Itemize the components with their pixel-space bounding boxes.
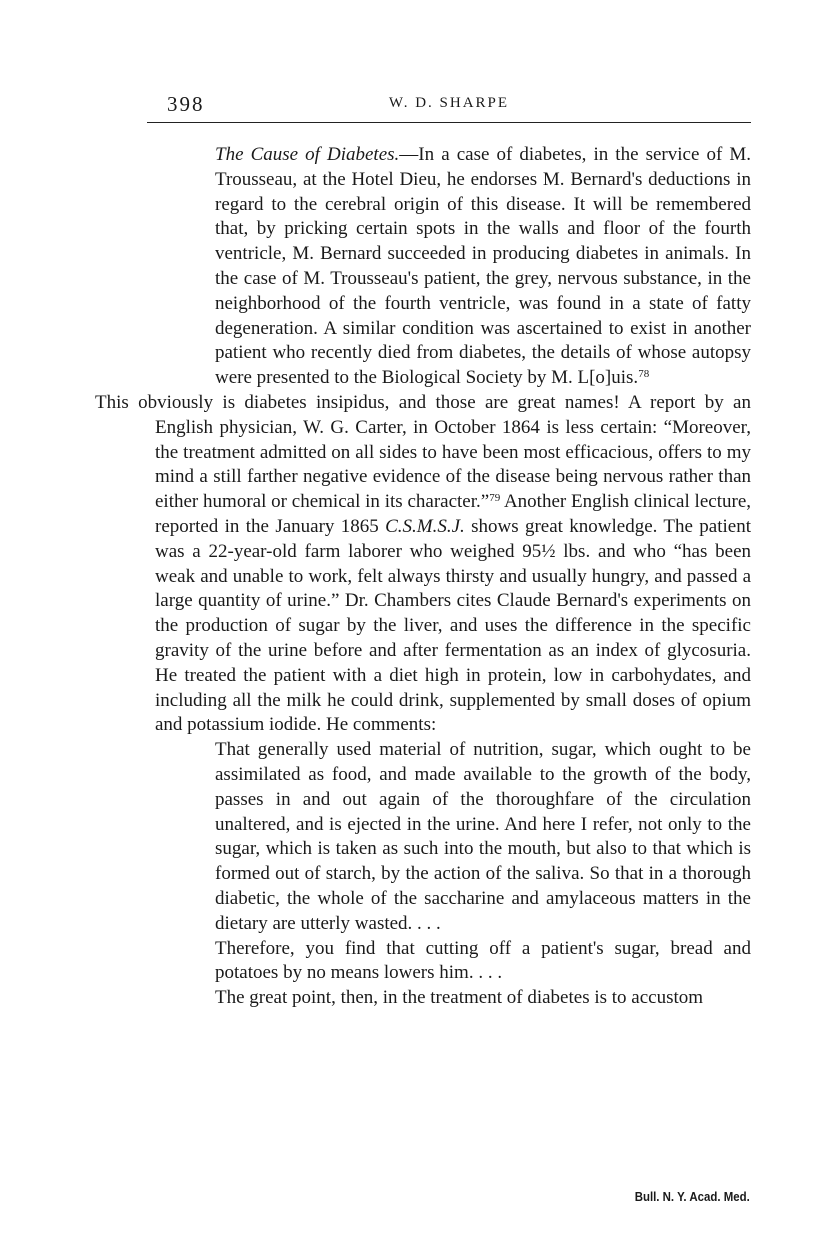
quote-title: The Cause of Diabetes. (215, 144, 400, 165)
footnote-ref: 78 (638, 368, 650, 381)
paragraph-text-3: shows great knowledge. The patient was a 22-year-old farm laborer who weighed 95½ lbs. and who “has been weak and unable to work, felt always thirsty and usually hungry, and passed a large quantity of urine.” Dr. Chambers cites Claude Bernard's experiments on the production of sugar by the liver, and uses the difference in the specific gravity of the urine before and after fermentation as an index of glycosuria. He treated the patient with a diet high in protein, low in carbohydates, and including all the milk he could drink, supplemented by small doses of opium and potassium iodide. He comments: (155, 515, 751, 736)
paragraph-text-1: This obviously is diabetes insipidus, and those are great names! A report by an English physician, W. G. Carter, in October 1864 is less certain: “Moreover, the treatment admitted on all sides to have been most efficacious, offers to my mind a still farther negative evidence of the disease being nervous rather than either humoral or chemical in its character.” (95, 391, 751, 513)
page-body (95, 143, 751, 1011)
journal-abbrev: C.S.M.S.J. (385, 515, 465, 537)
quote-text: —In a case of diabetes, in the service of M. Trousseau, at the Hotel Dieu, he endorses M. Bernard's deductions in regard to the cerebral origin of this disease. It will be remembered that, by pricking certain spots in the walls and floor of the fourth ventricle, M. Bernard succeeded in producing diabetes in animals. In the case of M. Trousseau's patient, the grey, nervous substance, in the neighborhood of the fourth ventricle, was found in a state of fatty degeneration. A similar condition was ascertained to exist in another patient who recently died from diabetes, the details of whose autopsy were presented to the Biological Society by M. L[o]uis. (215, 144, 751, 389)
journal-footer: Bull. N. Y. Acad. Med. (634, 1189, 750, 1204)
quote-paragraph-1: That generally used material of nutrition, sugar, which ought to be assimilated as food, and made available to the growth of the body, passes in and out again of the thoroughfare of the circulation unaltered, and is ejected in the urine. And here I refer, not only to the sugar, which is taken as such into the mouth, but also to that which is formed out of starch, by the action of the saliva. So that in a thorough diabetic, the whole of the saccharine and amylaceous matters in the dietary are utterly wasted. . . . (215, 739, 751, 934)
block-quote-2 (155, 738, 751, 1011)
quote-paragraph-3: The great point, then, in the treatment of diabetes is to accustom (215, 987, 704, 1009)
paragraph-text-2: Another English clinical lecture, reported in the January 1865 (155, 491, 751, 537)
page-number: 398 (167, 92, 205, 116)
page-header (147, 92, 751, 123)
footnote-ref: 79 (489, 492, 501, 505)
running-head: W. D. SHARPE (388, 95, 510, 111)
quote-paragraph (215, 143, 751, 391)
body-paragraph (95, 391, 751, 738)
block-quote-1 (155, 143, 751, 391)
quote-paragraph-2: Therefore, you find that cutting off a patient's sugar, bread and potatoes by no means lowers him. . . . (215, 937, 751, 984)
